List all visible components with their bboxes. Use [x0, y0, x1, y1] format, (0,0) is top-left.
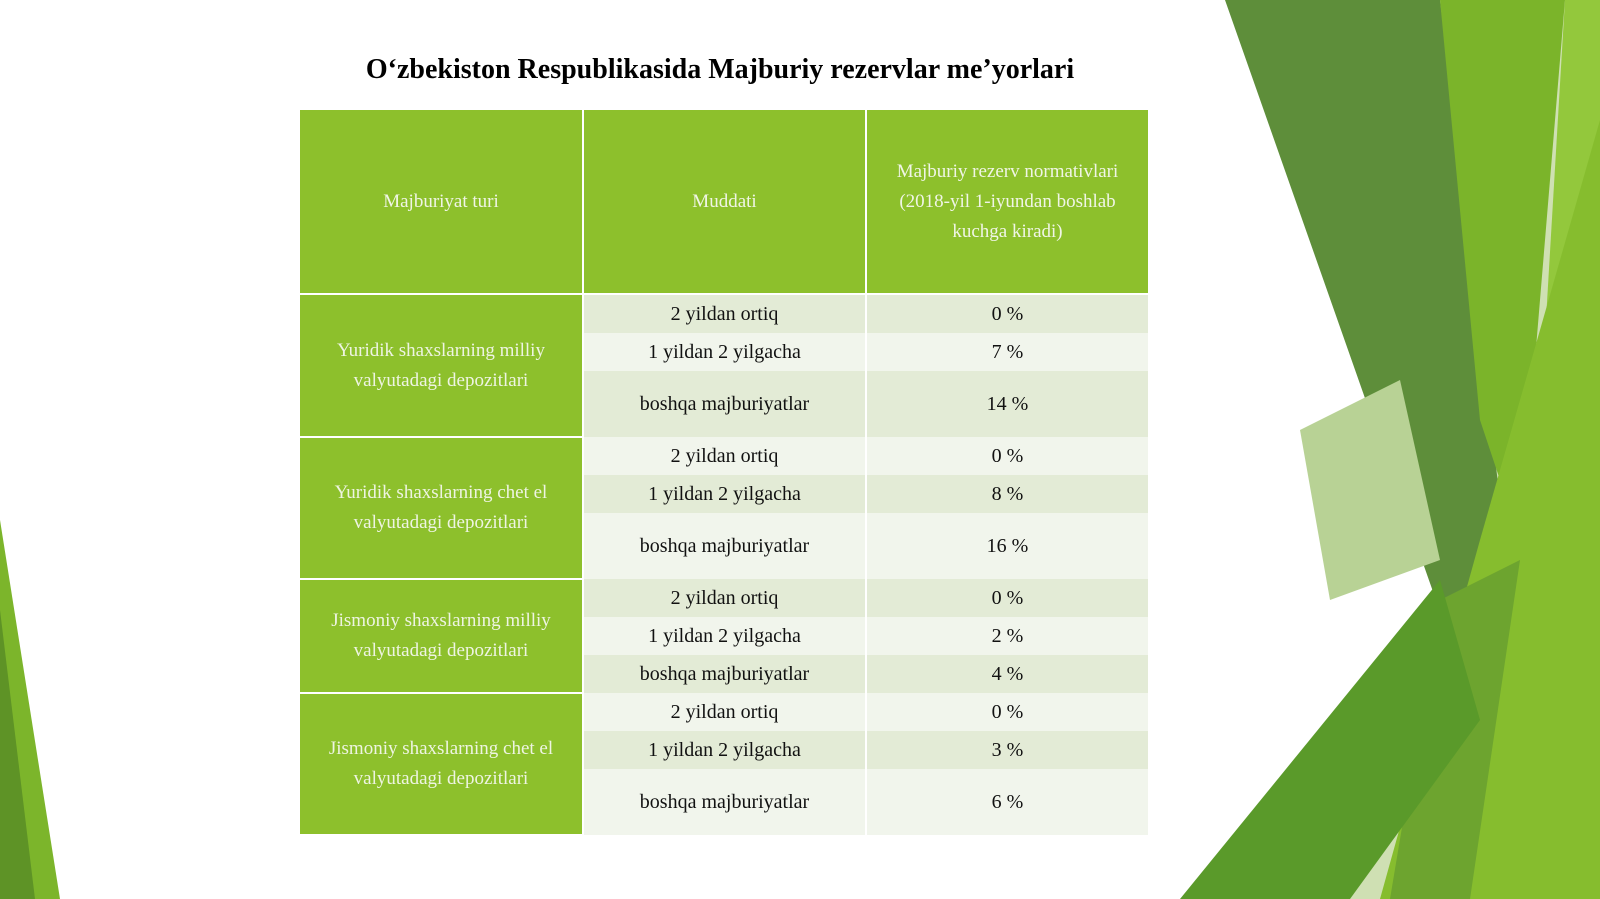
term-cell: 1 yildan 2 yilgacha	[583, 617, 866, 655]
term-cell: 1 yildan 2 yilgacha	[583, 475, 866, 513]
header-reserve-rate: Majburiy rezerv normativlari (2018-yil 1-iyundan boshlab kuchga kiradi)	[866, 110, 1148, 294]
category-cell: Jismoniy shaxslarning chet el valyutadagi depozitlari	[300, 693, 583, 835]
rate-cell: 2 %	[866, 617, 1148, 655]
slide-title: O‘zbekiston Respublikasida Majburiy rezervlar me’yorlari	[365, 54, 1075, 85]
category-cell: Yuridik shaxslarning chet el valyutadagi depozitlari	[300, 437, 583, 579]
term-cell: 2 yildan ortiq	[583, 437, 866, 475]
rate-cell: 8 %	[866, 475, 1148, 513]
rate-cell: 0 %	[866, 294, 1148, 333]
table-row	[300, 693, 1148, 731]
table-row	[300, 579, 1148, 617]
header-term: Muddati	[583, 110, 866, 294]
term-cell: boshqa majburiyatlar	[583, 513, 866, 579]
rate-cell: 4 %	[866, 655, 1148, 693]
term-cell: 2 yildan ortiq	[583, 693, 866, 731]
table-row	[300, 294, 1148, 333]
term-cell: boshqa majburiyatlar	[583, 371, 866, 437]
table-header-row	[300, 110, 1148, 294]
rate-cell: 3 %	[866, 731, 1148, 769]
term-cell: 2 yildan ortiq	[583, 294, 866, 333]
rate-cell: 7 %	[866, 333, 1148, 371]
reserve-requirements-table	[300, 110, 1148, 836]
rate-cell: 14 %	[866, 371, 1148, 437]
rate-cell: 0 %	[866, 693, 1148, 731]
term-cell: boshqa majburiyatlar	[583, 769, 866, 835]
term-cell: 1 yildan 2 yilgacha	[583, 731, 866, 769]
table-row	[300, 437, 1148, 475]
header-obligation-type: Majburiyat turi	[300, 110, 583, 294]
category-cell: Jismoniy shaxslarning milliy valyutadagi depozitlari	[300, 579, 583, 693]
term-cell: 2 yildan ortiq	[583, 579, 866, 617]
rate-cell: 16 %	[866, 513, 1148, 579]
category-cell: Yuridik shaxslarning milliy valyutadagi depozitlari	[300, 294, 583, 437]
rate-cell: 0 %	[866, 437, 1148, 475]
term-cell: boshqa majburiyatlar	[583, 655, 866, 693]
rate-cell: 6 %	[866, 769, 1148, 835]
rate-cell: 0 %	[866, 579, 1148, 617]
term-cell: 1 yildan 2 yilgacha	[583, 333, 866, 371]
